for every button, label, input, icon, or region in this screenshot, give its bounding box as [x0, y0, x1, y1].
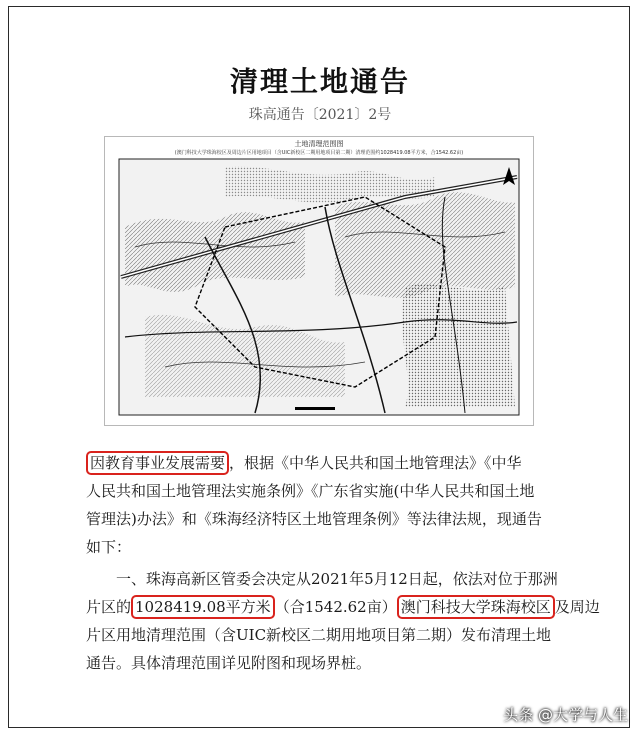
watermark: 头条 @大学与人生 [503, 706, 628, 724]
map-title: 土地清理范围图 [294, 140, 344, 148]
highlight-education-need: 因教育事业发展需要 [86, 451, 229, 475]
paragraph-line: 一、珠海高新区管委会决定从2021年5月12日起，依法对位于那洲 [116, 570, 558, 588]
highlight-area: 1028419.08平方米 [131, 595, 275, 619]
paragraph-line: 通告。具体清理范围详见附图和现场界桩。 [86, 654, 372, 672]
paragraph-notice-item-1 [86, 565, 600, 677]
paragraph-line: 如下： [86, 538, 132, 556]
text-segment: 及周边 [554, 598, 600, 616]
paragraph-line: 人民共和国土地管理法实施条例》《广东省实施(中华人民共和国土地 [86, 482, 535, 500]
text-segment: 片区的 [86, 598, 132, 616]
map-image [105, 137, 533, 425]
map-subtitle: (澳门科技大学珠海校区及周边片区用地项目（含UIC新校区二期用地项目第二期）清理范围约1028419.08平方米，合1542.62亩) [174, 150, 464, 156]
document-title: 清理土地通告 [229, 65, 410, 98]
document-number: 珠高通告〔2021〕2号 [248, 107, 392, 123]
paragraph-line [86, 449, 554, 477]
text-segment: ，根据《中华人民共和国土地管理法》《中华 [229, 454, 522, 472]
paragraph-line [86, 593, 600, 621]
land-clearing-map [104, 136, 534, 426]
paragraph-legal-basis [86, 449, 554, 561]
paragraph-line: 管理法)办法》和《珠海经济特区土地管理条例》等法律法规，现通告 [86, 510, 542, 528]
text-segment: （合1542.62亩） [274, 598, 397, 616]
paragraph-line: 片区用地清理范围（含UIC新校区二期用地项目第二期）发布清理土地 [86, 626, 552, 644]
highlight-campus: 澳门科技大学珠海校区 [397, 595, 555, 619]
